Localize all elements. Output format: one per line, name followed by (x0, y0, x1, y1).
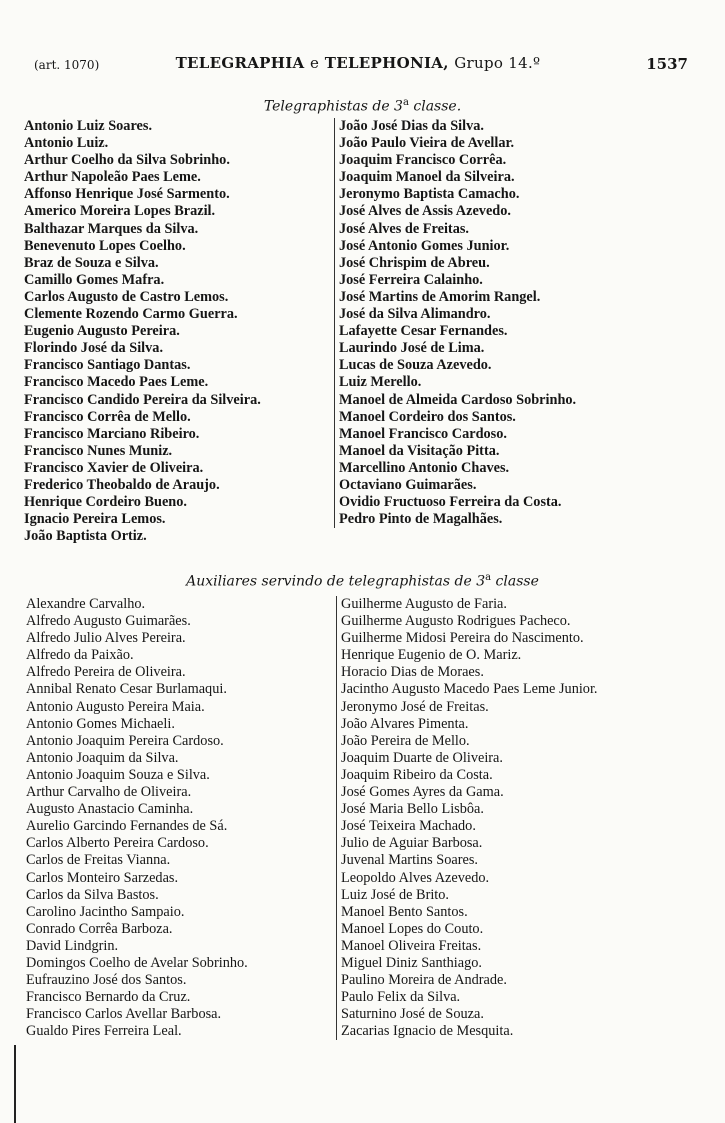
page-header (28, 54, 688, 76)
title-conjunction: e (310, 54, 320, 72)
list-item: Carlos Alberto Pereira Cardoso. (26, 835, 209, 852)
list-item: Antonio Joaquim da Silva. (26, 749, 179, 766)
list-item: Luiz José de Brito. (341, 886, 450, 903)
list-item: Miguel Diniz Santhiago. (341, 954, 482, 971)
section2-title-ordinal: a (485, 572, 492, 583)
list-item: José Maria Bello Lisbôa. (341, 801, 484, 818)
list-item: José Martins de Amorim Rangel. (339, 288, 541, 305)
list-item: João Alvares Pimenta. (341, 715, 469, 732)
list-item: Paulino Moreira de Andrade. (341, 972, 507, 989)
list-item: Antonio Luiz Soares. (24, 118, 153, 134)
list-item: José Antonio Gomes Junior. (339, 237, 510, 254)
list-item: Guilherme Midosi Pereira do Nascimento. (341, 630, 584, 647)
list-item: Francisco Xavier de Oliveira. (24, 459, 204, 476)
list-item: Ignacio Pereira Lemos. (24, 511, 166, 528)
list-item: Jeronymo Baptista Camacho. (339, 186, 520, 203)
list-item: Francisco Marciano Ribeiro. (24, 425, 200, 442)
list-item: Carlos da Silva Bastos. (26, 886, 159, 903)
list-item: Francisco Nunes Muniz. (24, 442, 173, 459)
section-title-auxiliares (0, 572, 725, 590)
list-item: Americo Moreira Lopes Brazil. (24, 203, 216, 220)
list-item: Joaquim Duarte de Oliveira. (341, 749, 503, 766)
list-item: Henrique Cordeiro Bueno. (24, 494, 187, 511)
list-item: João Pereira de Mello. (341, 732, 470, 749)
list-item: Antonio Joaquim Souza e Silva. (26, 766, 210, 783)
list-item: Manoel Cordeiro dos Santos. (339, 408, 516, 425)
section1-title-ordinal: a (402, 97, 409, 108)
list-item: Carlos Augusto de Castro Lemos. (24, 288, 229, 305)
section2-right-column (336, 596, 598, 1040)
list-item: Arthur Coelho da Silva Sobrinho. (24, 152, 230, 169)
list-item: Paulo Felix da Silva. (341, 989, 461, 1006)
list-item: Laurindo José de Lima. (339, 340, 485, 357)
list-item: José Gomes Ayres da Gama. (341, 784, 504, 801)
list-item: Braz de Souza e Silva. (24, 254, 159, 271)
list-item: Francisco Santiago Dantas. (24, 357, 191, 374)
list-item: Francisco Candido Pereira da Silveira. (24, 391, 261, 408)
list-item: Julio de Aguiar Barbosa. (341, 835, 483, 852)
list-item: Eufrauzino José dos Santos. (26, 972, 187, 989)
title-group: Grupo 14.º (454, 54, 541, 72)
list-item: João Paulo Vieira de Avellar. (339, 135, 515, 152)
list-item: Augusto Anastacio Caminha. (26, 801, 194, 818)
list-item: Manoel da Visitação Pitta. (339, 442, 500, 459)
list-item: Francisco Macedo Paes Leme. (24, 374, 209, 391)
list-item: Arthur Napoleão Paes Leme. (24, 169, 201, 186)
margin-rule (14, 1045, 16, 1123)
list-item: Benevenuto Lopes Coelho. (24, 237, 186, 254)
list-item: Henrique Eugenio de O. Mariz. (341, 647, 522, 664)
list-item: Lucas de Souza Azevedo. (339, 357, 492, 374)
list-item: Pedro Pinto de Magalhães. (339, 511, 503, 528)
title-telephonia: TELEPHONIA, (324, 54, 449, 72)
list-item: Manoel Bento Santos. (341, 903, 468, 920)
list-item: Marcellino Antonio Chaves. (339, 459, 510, 476)
section2-left-column (26, 596, 248, 1040)
list-item: Arthur Carvalho de Oliveira. (26, 784, 192, 801)
list-item: Gualdo Pires Ferreira Leal. (26, 1023, 182, 1040)
section1-title-end: classe. (408, 98, 462, 115)
title-telegraphia: TELEGRAPHIA (175, 54, 305, 72)
list-item: José Alves de Assis Azevedo. (339, 203, 511, 220)
list-item: Alexandre Carvalho. (26, 596, 146, 612)
list-item: Lafayette Cesar Fernandes. (339, 323, 508, 340)
list-item: Horacio Dias de Moraes. (341, 664, 484, 681)
list-item: Jeronymo José de Freitas. (341, 698, 489, 715)
list-item: José da Silva Alimandro. (339, 306, 491, 323)
list-item: Domingos Coelho de Avelar Sobrinho. (26, 954, 248, 971)
list-item: Francisco Corrêa de Mello. (24, 408, 191, 425)
list-item: Guilherme Augusto de Faria. (341, 596, 507, 612)
list-item: Octaviano Guimarães. (339, 476, 477, 493)
list-item: Francisco Carlos Avellar Barbosa. (26, 1006, 222, 1023)
list-item: Luiz Merello. (339, 374, 422, 391)
article-reference: (art. 1070) (34, 58, 100, 72)
list-item: Manoel Oliveira Freitas. (341, 937, 482, 954)
list-item: Clemente Rozendo Carmo Guerra. (24, 306, 238, 323)
list-item: Antonio Gomes Michaeli. (26, 715, 175, 732)
list-item: Annibal Renato Cesar Burlamaqui. (26, 681, 227, 698)
list-item: Carlos Monteiro Sarzedas. (26, 869, 179, 886)
list-item: Camillo Gomes Mafra. (24, 271, 165, 288)
list-item: Balthazar Marques da Silva. (24, 220, 199, 237)
section2-title-text: Auxiliares servindo de telegraphistas de 3 (186, 573, 486, 590)
list-item: Juvenal Martins Soares. (341, 852, 478, 869)
page-title (28, 54, 688, 72)
list-item: Manoel Francisco Cardoso. (339, 425, 507, 442)
list-item: Leopoldo Alves Azevedo. (341, 869, 490, 886)
section1-title-text: Telegraphistas de 3 (263, 98, 403, 115)
list-item: José Teixeira Machado. (341, 818, 476, 835)
list-item: Manoel Lopes do Couto. (341, 920, 484, 937)
list-item: Florindo José da Silva. (24, 340, 164, 357)
list-item: Eugenio Augusto Pereira. (24, 323, 180, 340)
list-item: Antonio Luiz. (24, 135, 109, 152)
list-item: José Ferreira Calainho. (339, 271, 483, 288)
list-item: Conrado Corrêa Barboza. (26, 920, 173, 937)
list-item: Alfredo Augusto Guimarães. (26, 613, 191, 630)
list-item: Guilherme Augusto Rodrigues Pacheco. (341, 613, 571, 630)
list-item: Carlos de Freitas Vianna. (26, 852, 171, 869)
list-item: Affonso Henrique José Sarmento. (24, 186, 230, 203)
list-item: David Lindgrin. (26, 937, 119, 954)
list-item: José Alves de Freitas. (339, 220, 469, 237)
section1-left-column (24, 118, 261, 545)
section1-right-column (334, 118, 576, 528)
list-item: Joaquim Ribeiro da Costa. (341, 766, 493, 783)
list-item: Aurelio Garcindo Fernandes de Sá. (26, 818, 228, 835)
list-item: Carolino Jacintho Sampaio. (26, 903, 185, 920)
list-item: João José Dias da Silva. (339, 118, 484, 134)
list-item: Alfredo da Paixão. (26, 647, 134, 664)
list-item: Joaquim Manoel da Silveira. (339, 169, 515, 186)
section-title-telegraphistas (0, 97, 725, 115)
list-item: Jacintho Augusto Macedo Paes Leme Junior. (341, 681, 598, 698)
list-item: Francisco Bernardo da Cruz. (26, 989, 191, 1006)
list-item: Alfredo Julio Alves Pereira. (26, 630, 186, 647)
list-item: Ovidio Fructuoso Ferreira da Costa. (339, 494, 562, 511)
list-item: Manoel de Almeida Cardoso Sobrinho. (339, 391, 577, 408)
list-item: Saturnino José de Souza. (341, 1006, 484, 1023)
page-number: 1537 (646, 55, 688, 73)
list-item: João Baptista Ortiz. (24, 528, 147, 545)
list-item: Frederico Theobaldo de Araujo. (24, 476, 220, 493)
list-item: Joaquim Francisco Corrêa. (339, 152, 507, 169)
list-item: Alfredo Pereira de Oliveira. (26, 664, 186, 681)
list-item: Zacarias Ignacio de Mesquita. (341, 1023, 514, 1040)
list-item: Antonio Augusto Pereira Maia. (26, 698, 205, 715)
list-item: Antonio Joaquim Pereira Cardoso. (26, 732, 224, 749)
section2-title-end: classe (491, 573, 539, 590)
list-item: José Chrispim de Abreu. (339, 254, 490, 271)
